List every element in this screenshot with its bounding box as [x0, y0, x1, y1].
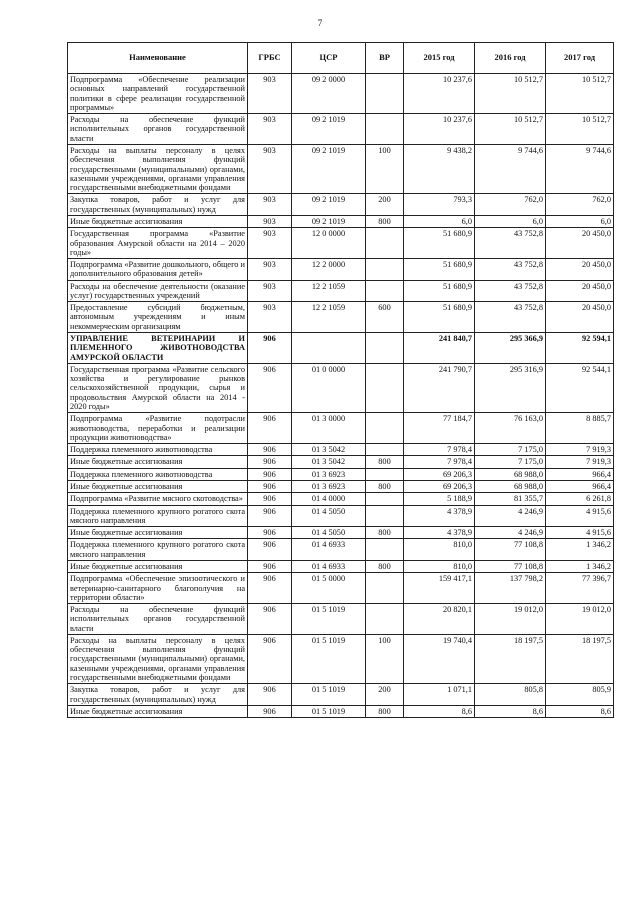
- cell-y2015: 7 978,4: [404, 456, 475, 468]
- cell-csr: 09 2 1019: [292, 194, 366, 216]
- cell-y2016: 10 512,7: [475, 114, 546, 145]
- cell-y2017: 10 512,7: [546, 74, 614, 114]
- header-2017: 2017 год: [546, 43, 614, 74]
- cell-name: Иные бюджетные ассигнования: [68, 560, 248, 572]
- cell-y2015: 159 417,1: [404, 573, 475, 604]
- table-row: [68, 573, 614, 604]
- cell-y2015: 241 840,7: [404, 333, 475, 364]
- cell-y2017: 92 594,1: [546, 333, 614, 364]
- table-row: [68, 480, 614, 492]
- cell-csr: 09 2 1019: [292, 215, 366, 227]
- cell-y2015: 4 378,9: [404, 527, 475, 539]
- table-row: [68, 468, 614, 480]
- header-vr: ВР: [366, 43, 404, 74]
- cell-csr: 01 4 5050: [292, 527, 366, 539]
- cell-csr: 01 3 5042: [292, 444, 366, 456]
- cell-grbs: 906: [248, 527, 292, 539]
- cell-vr: 800: [366, 480, 404, 492]
- header-name: Наименование: [68, 43, 248, 74]
- header-2016: 2016 год: [475, 43, 546, 74]
- cell-name: Подпрограмма «Обеспечение реализации основных направлений государственной политики в сфере реализации государственной программы»: [68, 74, 248, 114]
- table-row: [68, 444, 614, 456]
- cell-csr: [292, 333, 366, 364]
- cell-grbs: 903: [248, 194, 292, 216]
- cell-csr: 01 3 6923: [292, 468, 366, 480]
- cell-name: Предоставление субсидий бюджетным, автономным учреждениям и иным некоммерческим организациям: [68, 302, 248, 333]
- cell-name: УПРАВЛЕНИЕ ВЕТЕРИНАРИИ И ПЛЕМЕННОГО ЖИВОТНОВОДСТВА АМУРСКОЙ ОБЛАСТИ: [68, 333, 248, 364]
- cell-name: Иные бюджетные ассигнования: [68, 215, 248, 227]
- table-row: [68, 684, 614, 706]
- header-row: [68, 43, 614, 74]
- cell-y2016: 81 355,7: [475, 493, 546, 505]
- cell-y2015: 69 206,3: [404, 480, 475, 492]
- table-row: [68, 413, 614, 444]
- cell-y2016: 8,6: [475, 705, 546, 717]
- cell-y2017: 7 919,3: [546, 444, 614, 456]
- cell-vr: [366, 444, 404, 456]
- cell-name: Государственная программа «Развитие образования Амурской области на 2014 – 2020 годы»: [68, 228, 248, 259]
- cell-vr: [366, 505, 404, 527]
- cell-csr: 12 2 0000: [292, 259, 366, 281]
- table-row: [68, 539, 614, 561]
- cell-y2015: 20 820,1: [404, 604, 475, 635]
- table-row: [68, 333, 614, 364]
- cell-y2017: 20 450,0: [546, 259, 614, 281]
- cell-y2015: 8,6: [404, 705, 475, 717]
- cell-y2015: 4 378,9: [404, 505, 475, 527]
- cell-y2016: 4 246,9: [475, 527, 546, 539]
- cell-y2015: 51 680,9: [404, 228, 475, 259]
- cell-vr: [366, 333, 404, 364]
- cell-csr: 01 3 0000: [292, 413, 366, 444]
- cell-vr: [366, 573, 404, 604]
- cell-grbs: 903: [248, 302, 292, 333]
- cell-vr: [366, 604, 404, 635]
- cell-y2015: 19 740,4: [404, 634, 475, 683]
- cell-name: Подпрограмма «Развитие подотрасли животноводства, переработки и реализации продукции животноводства»: [68, 413, 248, 444]
- cell-y2016: 6,0: [475, 215, 546, 227]
- table-row: [68, 604, 614, 635]
- cell-csr: 01 5 1019: [292, 634, 366, 683]
- table-row: [68, 74, 614, 114]
- cell-grbs: 906: [248, 493, 292, 505]
- cell-csr: 01 5 0000: [292, 573, 366, 604]
- cell-vr: [366, 280, 404, 302]
- cell-y2016: 9 744,6: [475, 144, 546, 193]
- cell-vr: 800: [366, 456, 404, 468]
- cell-csr: 01 5 1019: [292, 705, 366, 717]
- cell-y2016: 68 988,0: [475, 468, 546, 480]
- cell-vr: [366, 259, 404, 281]
- cell-grbs: 903: [248, 114, 292, 145]
- cell-y2015: 1 071,1: [404, 684, 475, 706]
- cell-name: Подпрограмма «Развитие дошкольного, общего и дополнительного образования детей»: [68, 259, 248, 281]
- table-row: [68, 505, 614, 527]
- cell-vr: 200: [366, 684, 404, 706]
- cell-csr: 01 3 5042: [292, 456, 366, 468]
- cell-vr: 100: [366, 144, 404, 193]
- cell-vr: 800: [366, 705, 404, 717]
- cell-name: Расходы на обеспечение деятельности (оказание услуг) государственных учреждений: [68, 280, 248, 302]
- cell-y2016: 77 108,8: [475, 560, 546, 572]
- table-row: [68, 634, 614, 683]
- cell-y2015: 7 978,4: [404, 444, 475, 456]
- cell-name: Расходы на выплаты персоналу в целях обеспечения выполнения функций государственными (муниципальными) органами, казенными учреждениями, органами управления государственными внебюджетными фондами: [68, 144, 248, 193]
- cell-csr: 01 5 1019: [292, 684, 366, 706]
- cell-grbs: 903: [248, 74, 292, 114]
- cell-grbs: 906: [248, 456, 292, 468]
- cell-y2017: 19 012,0: [546, 604, 614, 635]
- cell-name: Расходы на выплаты персоналу в целях обеспечения выполнения функций государственными (муниципальными) органами, казенными учреждениями, органами управления государственными внебюджетными фондами: [68, 634, 248, 683]
- table-row: [68, 215, 614, 227]
- cell-name: Расходы на обеспечение функций исполнительных органов государственной власти: [68, 114, 248, 145]
- cell-y2017: 4 915,6: [546, 527, 614, 539]
- cell-y2016: 68 988,0: [475, 480, 546, 492]
- cell-y2017: 9 744,6: [546, 144, 614, 193]
- cell-csr: 01 0 0000: [292, 363, 366, 412]
- cell-y2016: 18 197,5: [475, 634, 546, 683]
- table-row: [68, 493, 614, 505]
- cell-y2016: 295 316,9: [475, 363, 546, 412]
- cell-vr: [366, 493, 404, 505]
- cell-vr: 800: [366, 527, 404, 539]
- cell-y2015: 6,0: [404, 215, 475, 227]
- header-csr: ЦСР: [292, 43, 366, 74]
- cell-csr: 01 5 1019: [292, 604, 366, 635]
- cell-y2017: 20 450,0: [546, 302, 614, 333]
- cell-grbs: 906: [248, 634, 292, 683]
- cell-y2016: 295 366,9: [475, 333, 546, 364]
- cell-grbs: 903: [248, 259, 292, 281]
- cell-y2017: 10 512,7: [546, 114, 614, 145]
- cell-vr: [366, 363, 404, 412]
- cell-y2016: 43 752,8: [475, 280, 546, 302]
- cell-y2017: 6,0: [546, 215, 614, 227]
- cell-y2016: 137 798,2: [475, 573, 546, 604]
- cell-grbs: 906: [248, 560, 292, 572]
- cell-vr: [366, 413, 404, 444]
- cell-y2017: 1 346,2: [546, 560, 614, 572]
- cell-vr: [366, 74, 404, 114]
- cell-vr: 200: [366, 194, 404, 216]
- cell-grbs: 906: [248, 505, 292, 527]
- cell-y2017: 966,4: [546, 480, 614, 492]
- cell-y2017: 77 396,7: [546, 573, 614, 604]
- cell-y2015: 241 790,7: [404, 363, 475, 412]
- header-grbs: ГРБС: [248, 43, 292, 74]
- cell-csr: 01 4 0000: [292, 493, 366, 505]
- table-row: [68, 302, 614, 333]
- cell-grbs: 906: [248, 444, 292, 456]
- cell-y2016: 77 108,8: [475, 539, 546, 561]
- budget-table: [67, 42, 614, 718]
- cell-y2016: 7 175,0: [475, 456, 546, 468]
- cell-y2016: 762,0: [475, 194, 546, 216]
- cell-csr: 12 2 1059: [292, 280, 366, 302]
- cell-csr: 09 2 1019: [292, 114, 366, 145]
- cell-y2015: 10 237,6: [404, 74, 475, 114]
- cell-vr: 600: [366, 302, 404, 333]
- table-row: [68, 144, 614, 193]
- cell-csr: 09 2 1019: [292, 144, 366, 193]
- cell-name: Поддержка племенного животноводства: [68, 468, 248, 480]
- cell-grbs: 906: [248, 468, 292, 480]
- cell-y2015: 793,3: [404, 194, 475, 216]
- cell-y2015: 10 237,6: [404, 114, 475, 145]
- cell-y2017: 4 915,6: [546, 505, 614, 527]
- cell-y2017: 1 346,2: [546, 539, 614, 561]
- cell-y2015: 9 438,2: [404, 144, 475, 193]
- cell-y2016: 10 512,7: [475, 74, 546, 114]
- table-row: [68, 363, 614, 412]
- cell-grbs: 906: [248, 363, 292, 412]
- cell-grbs: 906: [248, 573, 292, 604]
- cell-y2015: 5 188,9: [404, 493, 475, 505]
- cell-name: Государственная программа «Развитие сельского хозяйства и регулирование рынков сельскохозяйственной продукции, сырья и продовольствия Амурской области на 2014 - 2020 годы»: [68, 363, 248, 412]
- table-row: [68, 527, 614, 539]
- cell-y2017: 8,6: [546, 705, 614, 717]
- cell-y2015: 77 184,7: [404, 413, 475, 444]
- cell-name: Поддержка племенного крупного рогатого скота мясного направления: [68, 505, 248, 527]
- cell-y2016: 4 246,9: [475, 505, 546, 527]
- cell-csr: 01 4 6933: [292, 539, 366, 561]
- cell-grbs: 906: [248, 413, 292, 444]
- table-row: [68, 228, 614, 259]
- cell-y2015: 810,0: [404, 560, 475, 572]
- cell-y2016: 7 175,0: [475, 444, 546, 456]
- cell-name: Поддержка племенного животноводства: [68, 444, 248, 456]
- cell-grbs: 903: [248, 280, 292, 302]
- cell-name: Подпрограмма «Обеспечение эпизоотического и ветеринарно-санитарного благополучия на территории области»: [68, 573, 248, 604]
- cell-csr: 12 2 1059: [292, 302, 366, 333]
- cell-name: Расходы на обеспечение функций исполнительных органов государственной власти: [68, 604, 248, 635]
- cell-y2017: 7 919,3: [546, 456, 614, 468]
- cell-y2015: 810,0: [404, 539, 475, 561]
- cell-vr: [366, 114, 404, 145]
- cell-vr: 100: [366, 634, 404, 683]
- cell-name: Поддержка племенного крупного рогатого скота мясного направления: [68, 539, 248, 561]
- header-2015: 2015 год: [404, 43, 475, 74]
- cell-csr: 01 3 6923: [292, 480, 366, 492]
- cell-csr: 01 4 5050: [292, 505, 366, 527]
- page-number: 7: [317, 18, 323, 28]
- cell-csr: 12 0 0000: [292, 228, 366, 259]
- cell-vr: [366, 539, 404, 561]
- table-row: [68, 560, 614, 572]
- cell-y2017: 762,0: [546, 194, 614, 216]
- cell-y2016: 19 012,0: [475, 604, 546, 635]
- cell-grbs: 906: [248, 333, 292, 364]
- table-row: [68, 114, 614, 145]
- cell-y2015: 51 680,9: [404, 302, 475, 333]
- cell-name: Подпрограмма «Развитие мясного скотоводства»: [68, 493, 248, 505]
- cell-y2017: 805,9: [546, 684, 614, 706]
- cell-grbs: 906: [248, 539, 292, 561]
- cell-y2016: 43 752,8: [475, 302, 546, 333]
- table-row: [68, 705, 614, 717]
- cell-vr: [366, 228, 404, 259]
- cell-y2017: 92 544,1: [546, 363, 614, 412]
- cell-grbs: 903: [248, 215, 292, 227]
- cell-y2016: 76 163,0: [475, 413, 546, 444]
- cell-y2017: 20 450,0: [546, 280, 614, 302]
- cell-y2017: 966,4: [546, 468, 614, 480]
- cell-y2016: 43 752,8: [475, 228, 546, 259]
- cell-grbs: 906: [248, 480, 292, 492]
- cell-y2017: 8 885,7: [546, 413, 614, 444]
- cell-vr: 800: [366, 560, 404, 572]
- cell-name: Иные бюджетные ассигнования: [68, 456, 248, 468]
- cell-y2015: 51 680,9: [404, 259, 475, 281]
- cell-grbs: 906: [248, 705, 292, 717]
- cell-name: Закупка товаров, работ и услуг для государственных (муниципальных) нужд: [68, 194, 248, 216]
- cell-y2016: 805,8: [475, 684, 546, 706]
- cell-name: Иные бюджетные ассигнования: [68, 705, 248, 717]
- cell-grbs: 906: [248, 604, 292, 635]
- table-row: [68, 280, 614, 302]
- cell-vr: [366, 468, 404, 480]
- cell-name: Иные бюджетные ассигнования: [68, 480, 248, 492]
- cell-csr: 09 2 0000: [292, 74, 366, 114]
- cell-csr: 01 4 6933: [292, 560, 366, 572]
- cell-y2015: 51 680,9: [404, 280, 475, 302]
- cell-grbs: 903: [248, 228, 292, 259]
- cell-vr: 800: [366, 215, 404, 227]
- cell-grbs: 906: [248, 684, 292, 706]
- cell-y2017: 20 450,0: [546, 228, 614, 259]
- table-row: [68, 259, 614, 281]
- cell-name: Иные бюджетные ассигнования: [68, 527, 248, 539]
- table-row: [68, 194, 614, 216]
- cell-grbs: 903: [248, 144, 292, 193]
- cell-y2017: 18 197,5: [546, 634, 614, 683]
- cell-y2016: 43 752,8: [475, 259, 546, 281]
- cell-name: Закупка товаров, работ и услуг для государственных (муниципальных) нужд: [68, 684, 248, 706]
- cell-y2015: 69 206,3: [404, 468, 475, 480]
- cell-y2017: 6 261,8: [546, 493, 614, 505]
- table-row: [68, 456, 614, 468]
